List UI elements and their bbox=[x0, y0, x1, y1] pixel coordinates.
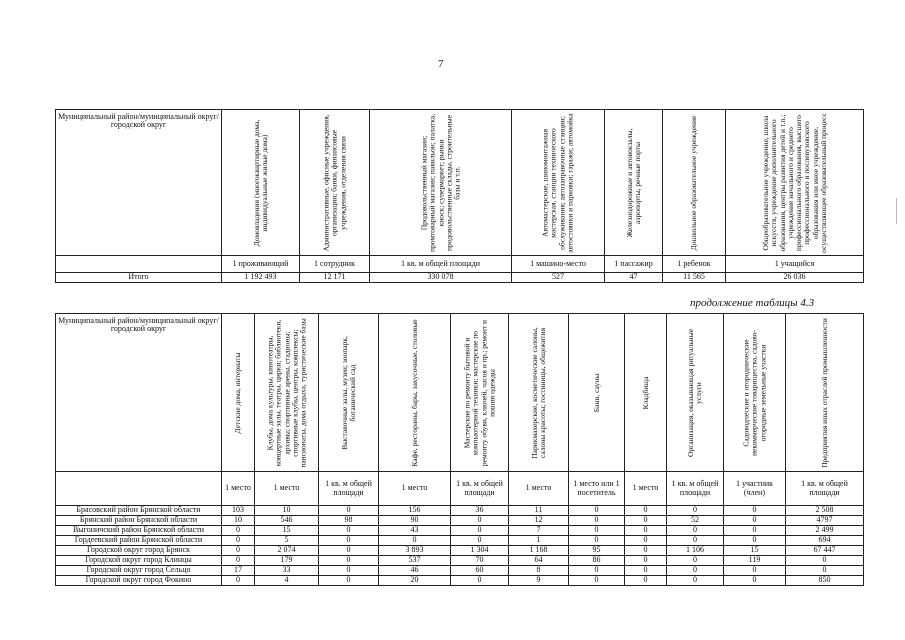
total-label: Итого bbox=[56, 273, 222, 283]
table-cell: 850 bbox=[786, 576, 864, 586]
unit-cell: 1 кв. м общей площади bbox=[319, 472, 379, 506]
table-cell: 11 bbox=[509, 506, 569, 516]
table-cell: 0 bbox=[379, 536, 451, 546]
table-cell: 20 bbox=[379, 576, 451, 586]
table-cell: 12 bbox=[509, 516, 569, 526]
table-cell: 0 bbox=[222, 526, 255, 536]
total-cell: 527 bbox=[512, 273, 605, 283]
table-cell: 546 bbox=[255, 516, 319, 526]
table-cell: 64 bbox=[509, 556, 569, 566]
table-row bbox=[56, 556, 864, 566]
table-cell: 179 bbox=[255, 556, 319, 566]
table-cell: 0 bbox=[451, 536, 509, 546]
table-row bbox=[56, 576, 864, 586]
district-name: Городской округ город Фокино bbox=[56, 576, 222, 586]
unit-cell: 1 кв. м общей площади bbox=[786, 472, 864, 506]
table-cell: 95 bbox=[569, 546, 625, 556]
table-cell: 0 bbox=[451, 516, 509, 526]
table-cell: 10 bbox=[222, 516, 255, 526]
table1-header-row bbox=[56, 110, 864, 256]
table1-col-header: Административные, офисные учреждения, организации; банки, финансовые учреждения, отделения связи bbox=[300, 110, 370, 256]
table-cell: 67 447 bbox=[786, 546, 864, 556]
table-cell: 7 bbox=[509, 526, 569, 536]
continuation-caption: продолжение таблицы 4.3 bbox=[690, 297, 815, 309]
table-cell: 98 bbox=[319, 516, 379, 526]
district-name: Городской округ город Сельцо bbox=[56, 566, 222, 576]
table-cell: 43 bbox=[379, 526, 451, 536]
total-cell: 12 171 bbox=[300, 273, 370, 283]
table1-col-header: Автомастерские, шиномонтажная мастерская, станции технического обслуживания; автозаправочные станции; автостоянки и парковки; гаражи; автомойка bbox=[512, 110, 605, 256]
table2-col-header: Парикмахерские, косметические салоны, салоны красоты; гостиницы, общежития bbox=[509, 314, 569, 472]
table1-col-header: Общеобразовательное учреждение, школа искусств, учреждение дополнительного образования, центры развития детей и т.п.; учреждение начального и среднего профессионального образования, высшего профессионального и послевузовского образования или иное учреждение, осуществляющее образовательный процесс bbox=[726, 110, 864, 256]
table-cell: 0 bbox=[451, 576, 509, 586]
table-cell: 0 bbox=[319, 566, 379, 576]
table-row bbox=[56, 506, 864, 516]
table2-col-header: Клубы, дома культуры, кинотеатры, концертные залы, театры, цирки; библиотеки, архивы; спортивные арены, стадионы; спортивные клубы, центры, комплексы; пансионаты, дома отдыха, туристические базы bbox=[255, 314, 319, 472]
unit-cell: 1 сотрудник bbox=[300, 256, 370, 273]
table-cell: 2 074 bbox=[255, 546, 319, 556]
table-cell: 2 499 bbox=[786, 526, 864, 536]
unit-cell: 1 проживающий bbox=[222, 256, 300, 273]
table-cell: 8 bbox=[509, 566, 569, 576]
unit-cell: 1 кв. м общей площади bbox=[451, 472, 509, 506]
table1-col-header: Железнодорожные и автовокзалы, аэропорты, речные порты bbox=[605, 110, 663, 256]
table-cell: 103 bbox=[222, 506, 255, 516]
table1-col-header: Продовольственный магазин; промтоварный магазин; павильон; палатка, киоск; супермаркет; рынки продовольственные склады, строительные базы и т.п. bbox=[370, 110, 512, 256]
table1-units-row bbox=[56, 256, 864, 273]
table2-col-header: Предприятия иных отраслей промышленности bbox=[786, 314, 864, 472]
unit-cell: 1 ребенок bbox=[663, 256, 726, 273]
total-cell: 330 078 bbox=[370, 273, 512, 283]
table-row bbox=[56, 566, 864, 576]
table-cell: 0 bbox=[625, 506, 667, 516]
table-cell: 0 bbox=[569, 576, 625, 586]
table-cell: 0 bbox=[667, 526, 724, 536]
unit-cell: 1 место bbox=[222, 472, 255, 506]
district-name: Брасовский район Брянской области bbox=[56, 506, 222, 516]
table-cell: 0 bbox=[319, 506, 379, 516]
table-row bbox=[56, 526, 864, 536]
table-row bbox=[56, 516, 864, 526]
table-cell: 10 bbox=[255, 506, 319, 516]
unit-cell: 1 учащийся bbox=[726, 256, 864, 273]
table-cell: 0 bbox=[786, 556, 864, 566]
table2-col-header: Выставочные залы, музеи; зоопарк, ботанический сад bbox=[319, 314, 379, 472]
unit-cell: 1 кв. м общей площади bbox=[667, 472, 724, 506]
table-cell: 4797 bbox=[786, 516, 864, 526]
table-cell: 1 106 bbox=[667, 546, 724, 556]
table-cell: 46 bbox=[379, 566, 451, 576]
table-cell: 0 bbox=[625, 576, 667, 586]
table2-col-header: Детские дома, интернаты bbox=[222, 314, 255, 472]
table1-units-spacer bbox=[56, 256, 222, 273]
table-cell: 0 bbox=[569, 516, 625, 526]
unit-cell: 1 пассажир bbox=[605, 256, 663, 273]
margin-mark bbox=[896, 198, 897, 224]
table-cell: 0 bbox=[222, 546, 255, 556]
table1-total-row bbox=[56, 273, 864, 283]
table-cell: 1 bbox=[509, 536, 569, 546]
table-cell: 0 bbox=[625, 516, 667, 526]
table-cell: 0 bbox=[667, 506, 724, 516]
table2-col-header: Кладбища bbox=[625, 314, 667, 472]
table-cell: 17 bbox=[222, 566, 255, 576]
unit-cell: 1 участник (член) bbox=[724, 472, 786, 506]
table-cell: 5 bbox=[255, 536, 319, 546]
table-cell: 15 bbox=[255, 526, 319, 536]
table-cell: 0 bbox=[625, 556, 667, 566]
table2-district-header: Муниципальный район/муниципальный округ/городской округ bbox=[56, 314, 222, 472]
table2-units-row bbox=[56, 472, 864, 506]
district-name: Городской округ город Клинцы bbox=[56, 556, 222, 566]
table-cell: 0 bbox=[724, 536, 786, 546]
table-cell: 52 bbox=[667, 516, 724, 526]
table-cell: 0 bbox=[319, 576, 379, 586]
table-cell: 0 bbox=[724, 506, 786, 516]
unit-cell: 1 место bbox=[509, 472, 569, 506]
table2-col-header: Бани, сауны bbox=[569, 314, 625, 472]
table-row bbox=[56, 536, 864, 546]
table-cell: 3 893 bbox=[379, 546, 451, 556]
table-cell: 0 bbox=[569, 506, 625, 516]
total-cell: 26 036 bbox=[726, 273, 864, 283]
total-cell: 11 565 bbox=[663, 273, 726, 283]
page-number: 7 bbox=[438, 58, 444, 70]
unit-cell: 1 место bbox=[625, 472, 667, 506]
table-cell: 0 bbox=[319, 556, 379, 566]
table-cell: 0 bbox=[786, 566, 864, 576]
table-cell: 537 bbox=[379, 556, 451, 566]
table2-body bbox=[56, 506, 864, 586]
table2-col-header: Организация, оказывающая ритуальные услуги bbox=[667, 314, 724, 472]
table1-col-header: Домовладения (многоквартирные дома, индивидуальные жилые дома) bbox=[222, 110, 300, 256]
table-cell: 70 bbox=[451, 556, 509, 566]
table-cell: 0 bbox=[724, 526, 786, 536]
table-cell: 0 bbox=[451, 526, 509, 536]
table2-col-header: Садоводческие и огороднические некоммерческие товарищества, садово-огородные земельные участки bbox=[724, 314, 786, 472]
unit-cell: 1 машино-место bbox=[512, 256, 605, 273]
table-cell: 0 bbox=[222, 536, 255, 546]
table-cell: 33 bbox=[255, 566, 319, 576]
table2-col-header: Кафе, рестораны, бары, закусочные, столовые bbox=[379, 314, 451, 472]
table-cell: 0 bbox=[319, 526, 379, 536]
table-cell: 0 bbox=[625, 536, 667, 546]
table-cell: 86 bbox=[569, 556, 625, 566]
table-cell: 36 bbox=[451, 506, 509, 516]
unit-cell: 1 место или 1 посетитель bbox=[569, 472, 625, 506]
table-cell: 0 bbox=[625, 546, 667, 556]
table-cell: 119 bbox=[724, 556, 786, 566]
table2-col-header: Мастерские по ремонту бытовой и компьютерной техники; мастерские по ремонту обуви, ключей, часов и пр.; ремонт и пошив одежды bbox=[451, 314, 509, 472]
table-cell: 0 bbox=[625, 566, 667, 576]
table-cell: 156 bbox=[379, 506, 451, 516]
table-cell: 0 bbox=[724, 566, 786, 576]
table-cell: 0 bbox=[319, 536, 379, 546]
table-cell: 0 bbox=[569, 566, 625, 576]
table-cell: 694 bbox=[786, 536, 864, 546]
table-cell: 0 bbox=[625, 526, 667, 536]
table-cell: 15 bbox=[724, 546, 786, 556]
district-name: Городской округ город Брянск bbox=[56, 546, 222, 556]
table-cell: 0 bbox=[667, 536, 724, 546]
table-cell: 2 508 bbox=[786, 506, 864, 516]
table-cell: 0 bbox=[222, 556, 255, 566]
table2-units-spacer bbox=[56, 472, 222, 506]
total-cell: 1 192 493 bbox=[222, 273, 300, 283]
district-name: Выгоничский район Брянской области bbox=[56, 526, 222, 536]
table-cell: 4 bbox=[255, 576, 319, 586]
table-cell: 0 bbox=[667, 556, 724, 566]
total-cell: 47 bbox=[605, 273, 663, 283]
table-cell: 1 168 bbox=[509, 546, 569, 556]
table-cell: 60 bbox=[451, 566, 509, 576]
table-cell: 0 bbox=[667, 576, 724, 586]
unit-cell: 1 кв. м общей площади bbox=[370, 256, 512, 273]
table-cell: 0 bbox=[724, 516, 786, 526]
table-row bbox=[56, 546, 864, 556]
table-cell: 9 bbox=[509, 576, 569, 586]
table-cell: 90 bbox=[379, 516, 451, 526]
table-cell: 1 304 bbox=[451, 546, 509, 556]
table-cell: 0 bbox=[319, 546, 379, 556]
table-cell: 0 bbox=[667, 566, 724, 576]
district-name: Гордеевский район Брянской области bbox=[56, 536, 222, 546]
table-cell: 0 bbox=[569, 526, 625, 536]
unit-cell: 1 место bbox=[379, 472, 451, 506]
table-cell: 0 bbox=[724, 576, 786, 586]
table1-district-header: Муниципальный район/муниципальный округ/городской округ bbox=[56, 110, 222, 256]
table-cell: 0 bbox=[222, 576, 255, 586]
table-waste-norms-part1 bbox=[55, 109, 864, 283]
district-name: Брянский район Брянской области bbox=[56, 516, 222, 526]
table-waste-norms-part2 bbox=[55, 313, 864, 586]
table2-header-row bbox=[56, 314, 864, 472]
unit-cell: 1 место bbox=[255, 472, 319, 506]
table-cell: 0 bbox=[569, 536, 625, 546]
table1-col-header: Дошкольное образовательное учреждение bbox=[663, 110, 726, 256]
